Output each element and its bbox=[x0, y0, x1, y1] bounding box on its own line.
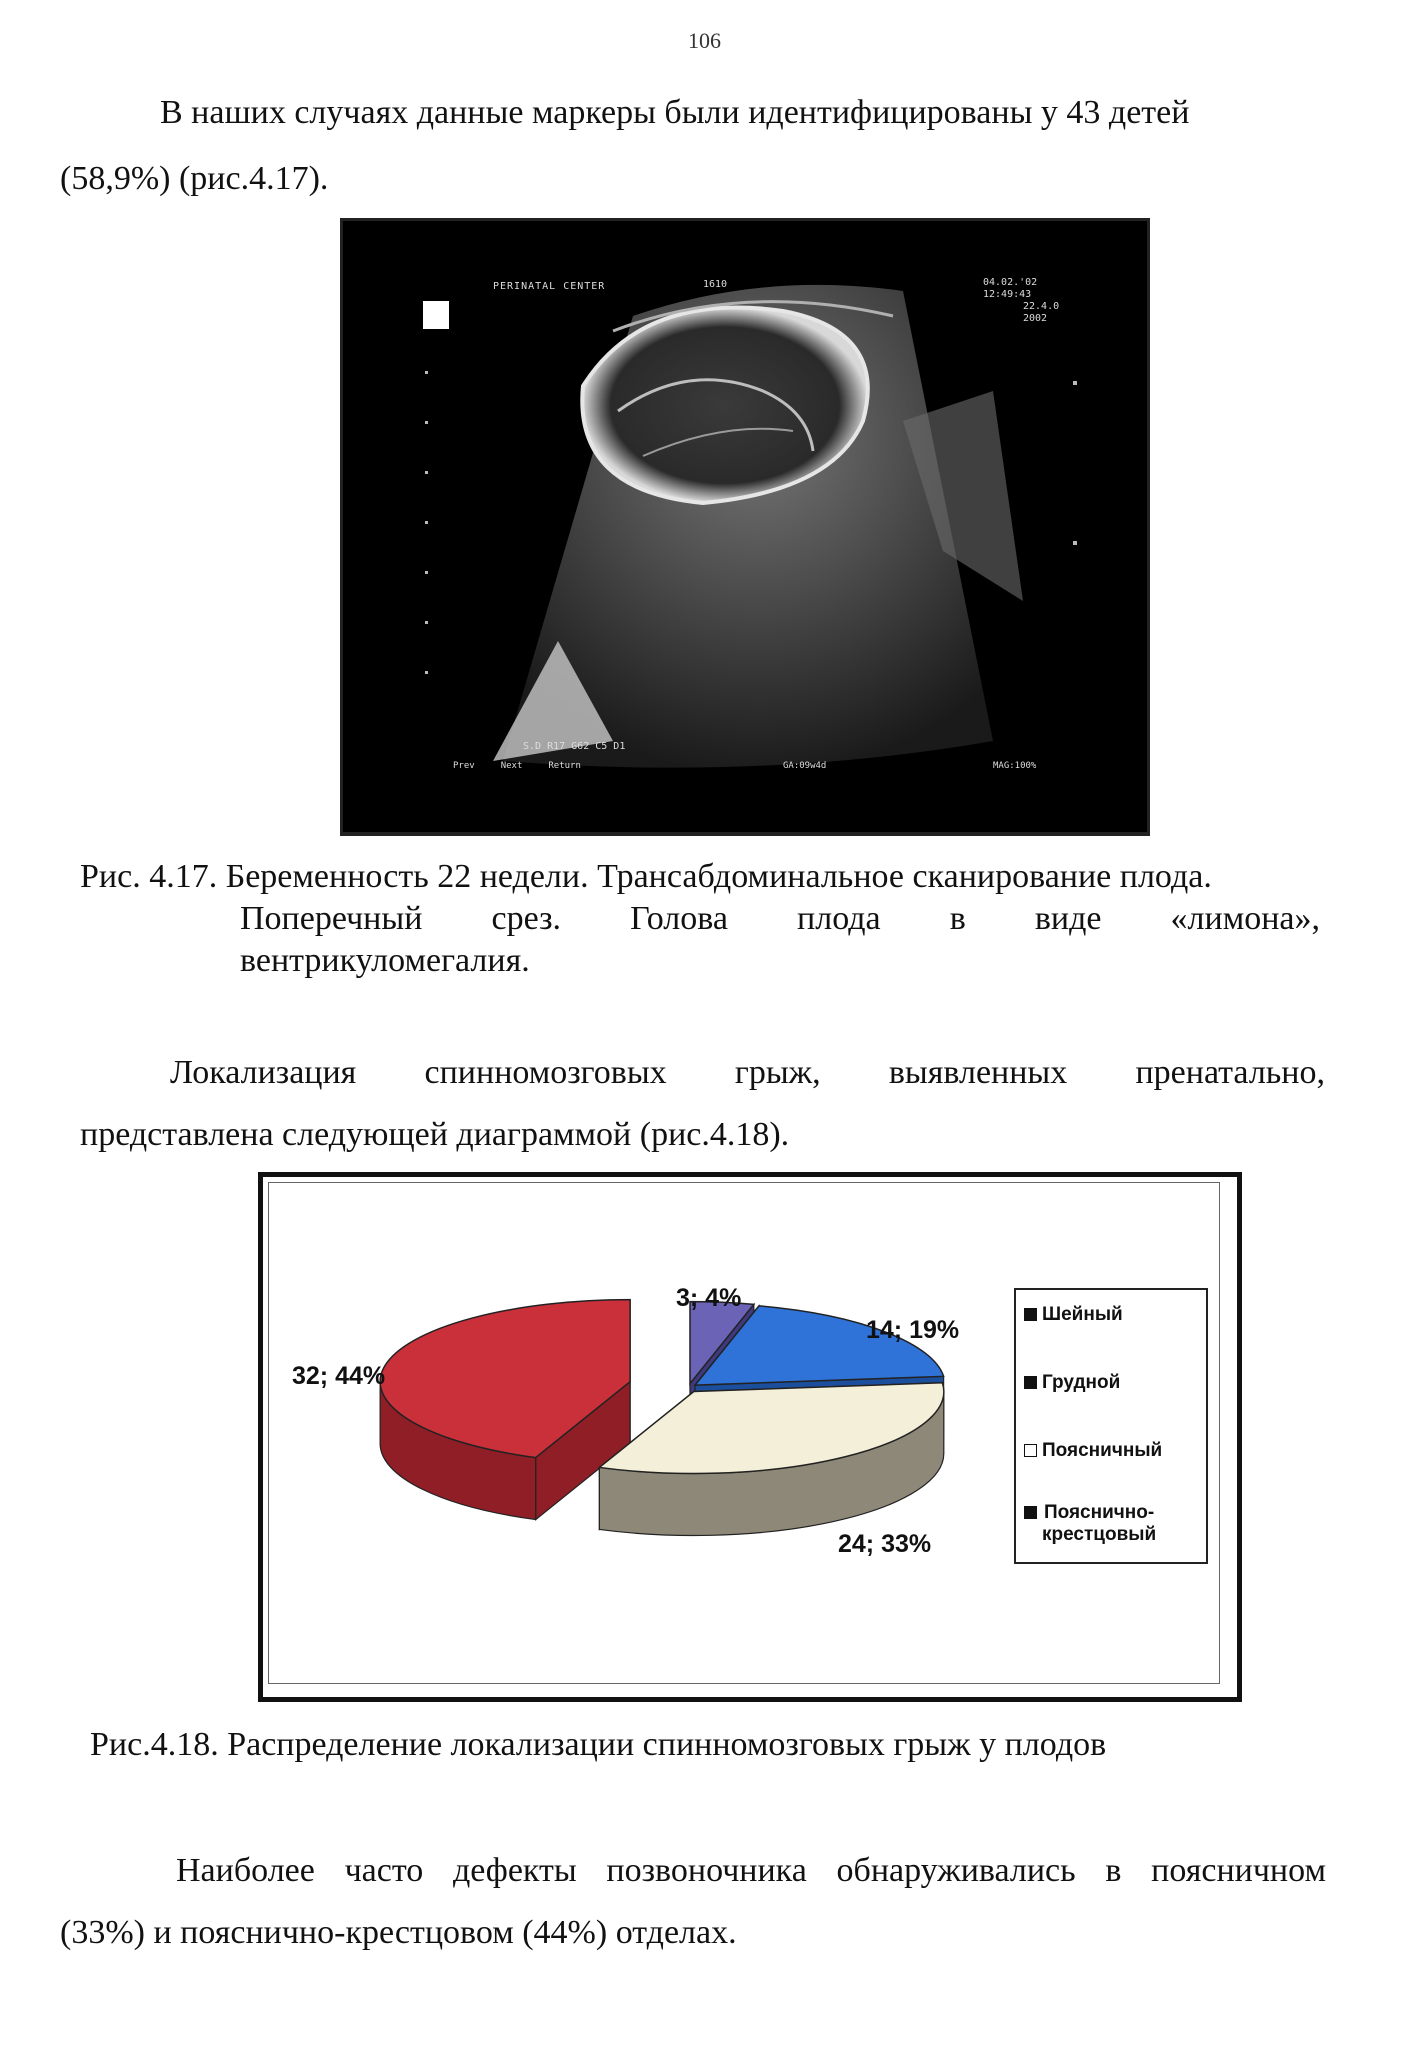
us-header-right bbox=[983, 277, 1059, 325]
figure-4-18-caption: Рис.4.18. Распределение локализации спинномозговых грыж у плодов bbox=[90, 1726, 1107, 1763]
us-gain: GA:09w4d bbox=[783, 761, 827, 771]
legend-label-cervical: Шейный bbox=[1042, 1304, 1123, 1325]
us-date: 04.02.'02 bbox=[983, 277, 1038, 288]
data-label-lumbar: 24; 33% bbox=[838, 1530, 932, 1558]
data-label-cervical: 3; 4% bbox=[676, 1284, 742, 1312]
us-time: 12:49:43 bbox=[983, 289, 1032, 300]
us-header-left: PERINATAL CENTER bbox=[493, 281, 606, 292]
data-label-thoracic: 14; 19% bbox=[866, 1316, 960, 1344]
paragraph-3-line-2: (33%) и пояснично-крестцовом (44%) отделах. bbox=[60, 1914, 737, 1951]
data-label-lumbosacral: 32; 44% bbox=[292, 1362, 386, 1390]
us-footer-buttons bbox=[453, 761, 581, 771]
figure-4-17-caption-line-2: Поперечный срез. Голова плода в виде «лимона», bbox=[240, 900, 1320, 937]
paragraph-2-line-2: представлена следующей диаграммой (рис.4.18). bbox=[80, 1116, 790, 1153]
legend-item-lumbosacral bbox=[1024, 1502, 1156, 1546]
us-next-button: Next bbox=[500, 761, 523, 771]
ultrasound-image bbox=[340, 218, 1150, 836]
legend-swatch-lumbosacral bbox=[1024, 1506, 1037, 1519]
legend-swatch-cervical bbox=[1024, 1308, 1037, 1321]
us-footer-line: S.D R17 G62 C5 D1 bbox=[523, 741, 626, 752]
legend-label-lumbar: Поясничный bbox=[1042, 1440, 1163, 1461]
legend-label-lumbosacral-line-1: Пояснично- bbox=[1043, 1502, 1155, 1523]
legend-label-lumbosacral bbox=[1042, 1502, 1156, 1546]
chart-legend bbox=[1014, 1288, 1208, 1564]
page-number: 106 bbox=[688, 28, 721, 53]
paragraph-1-line-2: (58,9%) (рис.4.17). bbox=[60, 160, 329, 197]
us-mag: MAG:100% bbox=[993, 761, 1037, 771]
legend-item-thoracic bbox=[1024, 1372, 1120, 1394]
legend-item-cervical bbox=[1024, 1304, 1123, 1326]
legend-swatch-thoracic bbox=[1024, 1376, 1037, 1389]
us-header-mid: 1610 bbox=[703, 279, 728, 290]
legend-label-lumbosacral-line-2: крестцовый bbox=[1042, 1524, 1157, 1545]
paragraph-2-line-1: Локализация спинномозговых грыж, выявленных пренатально, bbox=[170, 1054, 1325, 1091]
paragraph-3-line-1: Наиболее часто дефекты позвоночника обнаруживались в поясничном bbox=[176, 1852, 1326, 1889]
legend-label-thoracic: Грудной bbox=[1042, 1372, 1121, 1393]
figure-4-17-caption-line-1: Рис. 4.17. Беременность 22 недели. Трансабдоминальное сканирование плода. bbox=[80, 858, 1212, 895]
legend-item-lumbar bbox=[1024, 1440, 1162, 1462]
figure-4-17-caption-line-3: вентрикуломегалия. bbox=[240, 942, 530, 979]
scan-marker-icon bbox=[423, 301, 449, 329]
us-info-2: 2002 bbox=[1023, 313, 1048, 324]
legend-swatch-lumbar bbox=[1024, 1444, 1037, 1457]
us-prev-button: Prev bbox=[453, 761, 475, 771]
figure-rule bbox=[340, 832, 1150, 835]
paragraph-1-line-1: В наших случаях данные маркеры были идентифицированы у 43 детей bbox=[160, 94, 1190, 131]
us-info-1: 22.4.0 bbox=[1023, 301, 1060, 312]
us-return-button: Return bbox=[548, 761, 581, 771]
